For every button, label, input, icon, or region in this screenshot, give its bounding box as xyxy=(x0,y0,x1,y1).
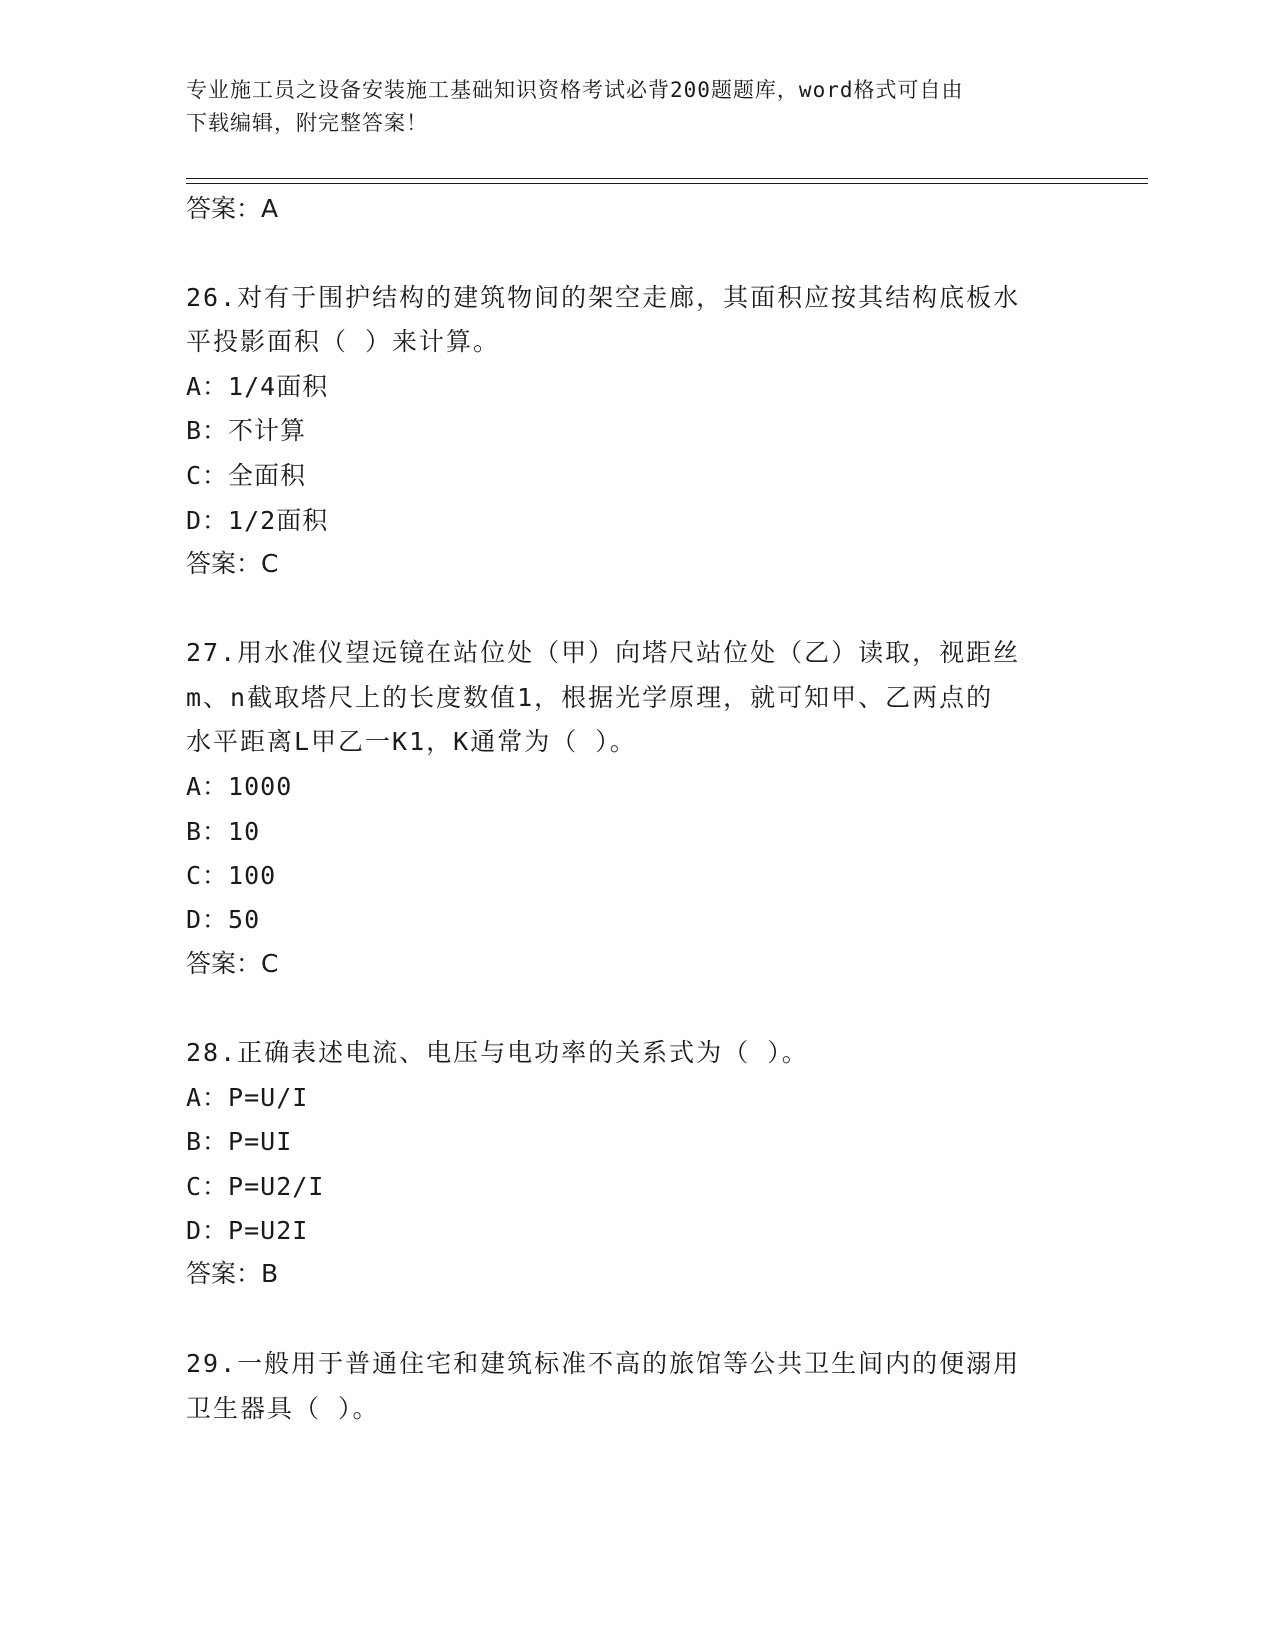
question-27-option-a: A：1000 xyxy=(186,772,293,801)
question-26-option-b: B：不计算 xyxy=(186,416,307,445)
question-27-answer: 答案：C xyxy=(186,949,279,978)
question-26-line-1: 26.对有于围护结构的建筑物间的架空走廊，其面积应按其结构底板水 xyxy=(186,283,1021,312)
question-28-option-a: A：P=U/I xyxy=(186,1083,309,1112)
header-divider-bottom xyxy=(186,183,1148,184)
question-26-answer: 答案：C xyxy=(186,549,279,578)
question-29-line-1: 29.一般用于普通住宅和建筑标准不高的旅馆等公共卫生间内的便溺用 xyxy=(186,1349,1021,1378)
question-28-answer: 答案：B xyxy=(186,1259,279,1288)
question-28-option-c: C：P=U2/I xyxy=(186,1172,325,1201)
header-divider-top xyxy=(186,178,1148,179)
header-line-1: 专业施工员之设备安装施工基础知识资格考试必背200题题库，word格式可自由 xyxy=(186,78,964,102)
question-26-option-c: C：全面积 xyxy=(186,461,307,490)
previous-answer: 答案：A xyxy=(186,194,279,223)
header-line-2: 下载编辑，附完整答案！ xyxy=(186,111,428,135)
question-27-option-b: B：10 xyxy=(186,817,261,846)
question-28-option-b: B：P=UI xyxy=(186,1127,293,1156)
question-26-option-d: D：1/2面积 xyxy=(186,506,329,535)
question-28-line-1: 28.正确表述电流、电压与电功率的关系式为（ ）。 xyxy=(186,1038,809,1067)
question-28-option-d: D：P=U2I xyxy=(186,1216,309,1245)
question-26-line-2: 平投影面积（ ）来计算。 xyxy=(186,327,501,356)
question-26-option-a: A：1/4面积 xyxy=(186,372,329,401)
question-27-line-1: 27.用水准仪望远镜在站位处（甲）向塔尺站位处（乙）读取，视距丝 xyxy=(186,638,1021,667)
question-29-line-2: 卫生器具（ ）。 xyxy=(186,1394,380,1423)
document-header xyxy=(186,74,1066,140)
question-27-option-c: C：100 xyxy=(186,861,277,890)
question-27-line-3: 水平距离L甲乙一K1，K通常为（ ）。 xyxy=(186,727,637,756)
question-27-option-d: D：50 xyxy=(186,905,261,934)
question-27-line-2: m、n截取塔尺上的长度数值1，根据光学原理，就可知甲、乙两点的 xyxy=(186,683,994,712)
